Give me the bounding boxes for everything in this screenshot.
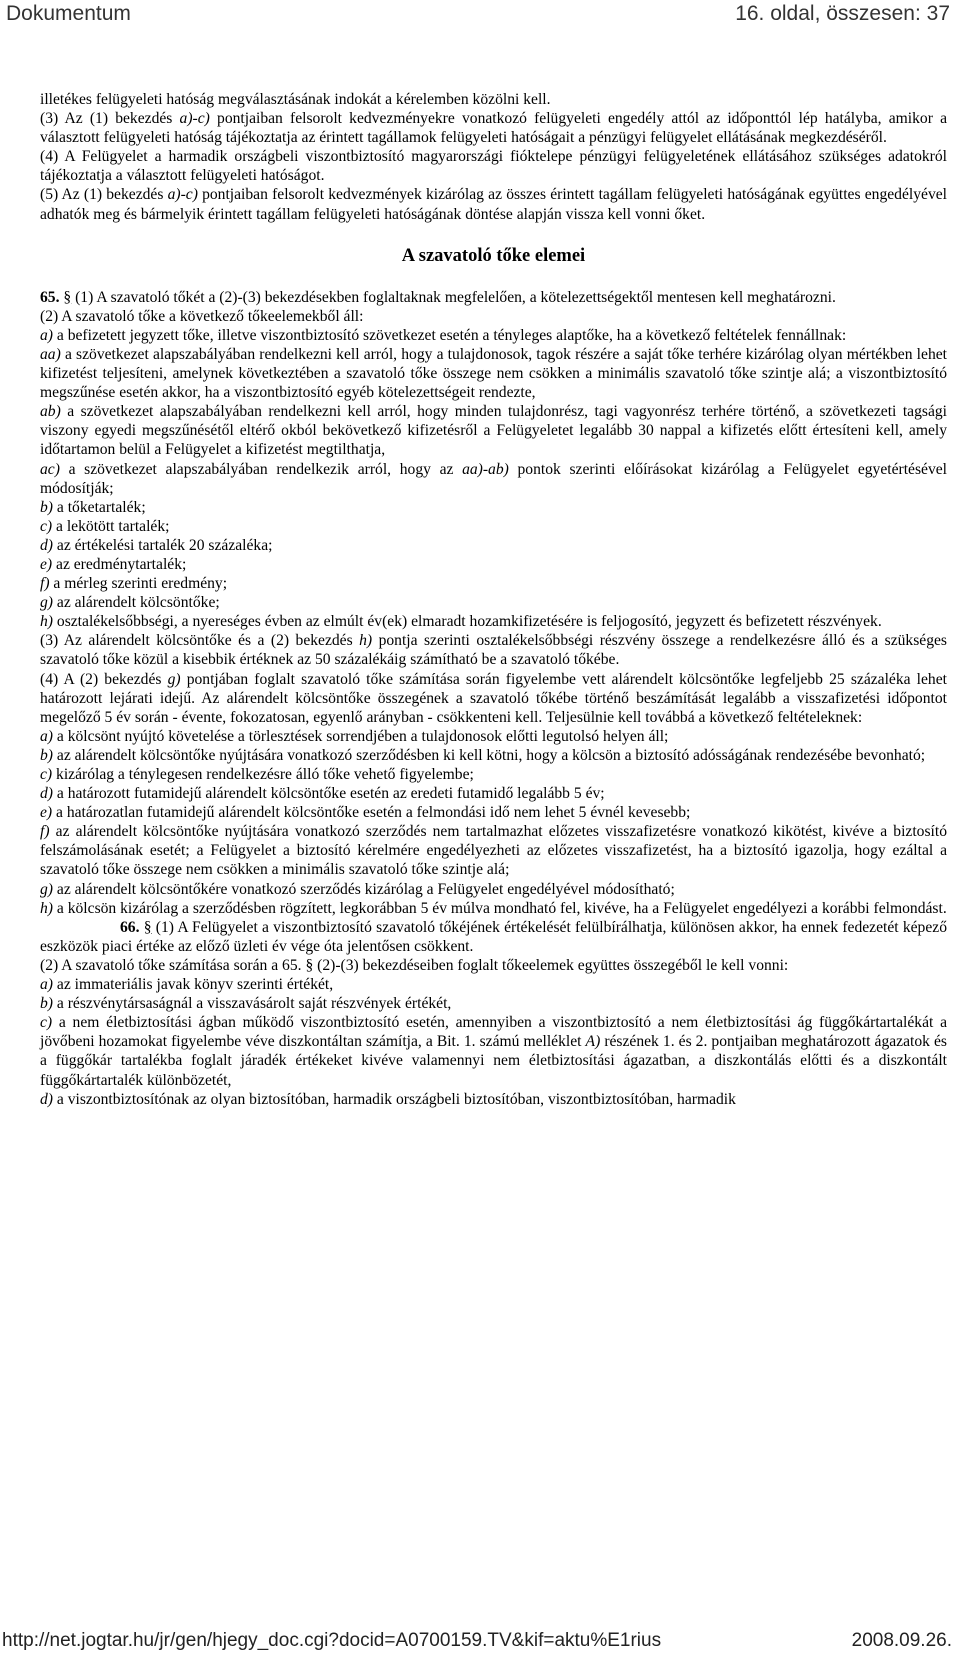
paragraph: (3) Az alárendelt kölcsöntőke és a (2) bekezdés h) pontja szerinti osztalékelsőbbségi részvény összege a rendelkezésre álló és a szükséges szavatoló tőke közül a kisebbik értéknek az 50 százalékáig számítható be a szavatoló tőkébe. xyxy=(40,632,947,669)
paragraph: (3) Az (1) bekezdés a)-c) pontjaiban felsorolt kedvezményekre vonatkozó felügyeleti engedély attól az időponttól lép hatályba, amikor a választott felügyeleti hatóság tájékoztatja az érintett tagállamok felügyeleti hatóságait a pénzügyi felügyelet ellátásának megkezdéséről. xyxy=(40,110,947,147)
list-item: g) az alárendelt kölcsöntőkére vonatkozó szerződés kizárólag a Felügyelet engedélyével módosítható; xyxy=(40,880,675,898)
section-symbol: § xyxy=(143,918,152,936)
paragraph: (2) A szavatoló tőke számítása során a 65. § (2)-(3) bekezdéseiben foglalt tőkeelemek együttes összegéből le kell vonni: xyxy=(40,956,789,974)
list-item: d) az értékelési tartalék 20 százaléka; xyxy=(40,536,273,554)
list-item: d) a viszontbiztosítónak az olyan biztosítóban, harmadik országbeli biztosítóban, viszontbiztosítóban, harmadik xyxy=(40,1090,736,1108)
list-item: c) a nem életbiztosítási ágban működő viszontbiztosító esetén, amennyiben a viszontbiztosító a nem életbiztosítási ág függőkártartalékát a jövőbeni hozamokat figyelembe véve diszkontáltan számítja, a Bit. 1. számú melléklet A) részének 1. és 2. pontjaiban meghatározott ágazatok és a függőkár tartalékba foglalt járadék értékeket kivéve valamennyi nem életbiztosítási ágazatban, a diszkontálás előtti és a diszkontált függőkártartalék különbözetét, xyxy=(40,1014,947,1089)
page-header xyxy=(0,0,960,34)
list-item: a) a befizetett jegyzett tőke, illetve viszontbiztosító szövetkezet esetén a tényleges alaptőke, ha a következő feltételek fennállnak: xyxy=(40,326,847,344)
list-item: a) a kölcsönt nyújtó követelése a törlesztések sorrendjében a tulajdonosok előtti legutolsó helyen áll; xyxy=(40,727,669,745)
list-item: ab) a szövetkezet alapszabályában rendelkezni kell arról, hogy minden tulajdonrész, tagi vagyonrész terhére történő, a szövetkezeti tagsági viszony egyedi megszűnésétől eltérő okból bekövetkező kifizetésről a Felügyeletet legalább 30 nappal a kifizetés előtt értesíteni kell, amely időtartamon belül a Felügyelet a kifizetést megtilthatja, xyxy=(40,403,947,459)
source-url: http://net.jogtar.hu/jr/gen/hjegy_doc.cgi?docid=A0700159.TV&kif=aktu%E1rius xyxy=(2,1630,662,1651)
document-body xyxy=(40,90,947,1109)
list-item: e) az eredménytartalék; xyxy=(40,555,187,573)
list-item: b) az alárendelt kölcsöntőke nyújtására vonatkozó szerződésben ki kell kötni, hogy a kölcsön a biztosító adósságának rendezésébe bevonható; xyxy=(40,746,926,764)
list-item: b) a tőketartalék; xyxy=(40,498,146,516)
list-item: c) kizárólag a ténylegesen rendelkezésre álló tőke vehető figyelembe; xyxy=(40,766,474,783)
page-footer xyxy=(0,1626,960,1654)
list-item: h) a kölcsön kizárólag a szerződésben rögzített, legkorábban 5 év múlva mondható fel, kivéve, ha a Felügyelet engedélyezi a korábbi felmondást. xyxy=(40,899,947,917)
paragraph: (5) Az (1) bekezdés a)-c) pontjaiban felsorolt kedvezmények kizárólag az összes érintett tagállam felügyeleti hatóságának együttes engedélyével adhatók meg és bármelyik érintett tagállam felügyeleti hatóságának döntése alapján vissza kell vonni őket. xyxy=(40,186,947,223)
list-item: f) az alárendelt kölcsöntőke nyújtására vonatkozó szerződés nem tartalmazhat előzetes visszafizetésre vonatkozó kikötést, kivéve a biztosító felszámolásának esetét; a Felügyelet a biztosító kérelmére engedélyezheti az előzetes visszafizetést, ha a biztosító igazolja, hogy ezáltal a szavatoló tőke összege nem csökken a minimális szavatoló tőke szintje alá; xyxy=(40,823,947,879)
section-symbol: § xyxy=(63,288,72,306)
list-item: g) az alárendelt kölcsöntőke; xyxy=(40,594,220,612)
list-item: h) osztalékelsőbbségi, a nyereséges évben az elmúlt év(ek) elmaradt hozamkifizetésére is feljogosító, jegyzett és befizetett részvények. xyxy=(40,613,882,631)
list-item: c) a lekötött tartalék; xyxy=(40,517,170,535)
paragraph: (2) A szavatoló tőke a következő tőkeelemekből áll: xyxy=(40,307,364,325)
list-item: a) az immateriális javak könyv szerinti értékét, xyxy=(40,976,334,994)
print-date: 2008.09.26. xyxy=(851,1630,952,1651)
list-item: e) a határozatlan futamidejű alárendelt kölcsöntőke esetén a felmondási idő nem lehet 5 évnél kevesebb; xyxy=(40,804,691,822)
section-heading: A szavatoló tőke elemei xyxy=(401,245,586,266)
list-item: b) a részvénytársaságnál a visszavásárolt saját részvények értékét, xyxy=(40,995,452,1013)
paragraph: illetékes felügyeleti hatóság megválasztásának indokát a kérelemben közölni kell. xyxy=(40,91,551,108)
section-number: 66. xyxy=(120,918,140,936)
list-item: aa) a szövetkezet alapszabályában rendelkezni kell arról, hogy a tulajdonosok, tagok részére a saját tőke terhére kizárólag olyan mértékben lehet kifizetést teljesíteni, amelynek következtében a szavatoló tőke összege nem csökken a minimális szavatoló tőke szintje alá; a viszontbiztosító megszűnése esetén akkor, ha a viszontbiztosító egyéb kötelezettségeit rendezte, xyxy=(40,345,947,402)
section-number: 65. xyxy=(40,288,60,306)
paragraph: (4) A Felügyelet a harmadik országbeli viszontbiztosító magyarországi fióktelepe pénzügyi felügyeletének ellátásához szükséges adatokról tájékoztatja a választott felügyeleti hatóságot. xyxy=(40,148,947,185)
section-66-para-1: 66. § (1) A Felügyelet a viszontbiztosító szavatoló tőkéjének értékelését felülbírálhatja, különösen akkor, ha ennek fedezetét képező eszközök piaci értéke az előző üzleti év vége óta jelentősen csökkent. xyxy=(40,918,947,955)
list-item: f) a mérleg szerinti eredmény; xyxy=(40,575,228,593)
list-item: d) a határozott futamidejű alárendelt kölcsöntőke esetén az eredeti futamidő legalább 5 év; xyxy=(40,785,605,803)
section-65-para-1: 65. § (1) A szavatoló tőkét a (2)-(3) bekezdésekben foglaltaknak megfelelően, a kötelezettségektől mentesen kell meghatározni. xyxy=(40,288,836,306)
page-counter: 16. oldal, összesen: 37 xyxy=(735,2,950,25)
paragraph: (4) A (2) bekezdés g) pontjában foglalt szavatoló tőke számítása során figyelembe vett alárendelt kölcsöntőke legfeljebb 25 százaléka lehet határozott lejárati idejű. Az alárendelt kölcsöntőke összegének a szavatoló tőkébe történő beszámítását legalább a visszafizetési időpontot megelőző 5 év során - évente, fokozatosan, egyenlő arányban - csökkenteni kell. Teljesülnie kell továbbá a következő feltételeknek: xyxy=(40,670,947,726)
list-item: ac) a szövetkezet alapszabályában rendelkezik arról, hogy az aa)-ab) pontok szerinti előírásokat kizárólag a Felügyelet egyetértésével módosítják; xyxy=(40,460,947,497)
document-label: Dokumentum xyxy=(6,2,131,25)
